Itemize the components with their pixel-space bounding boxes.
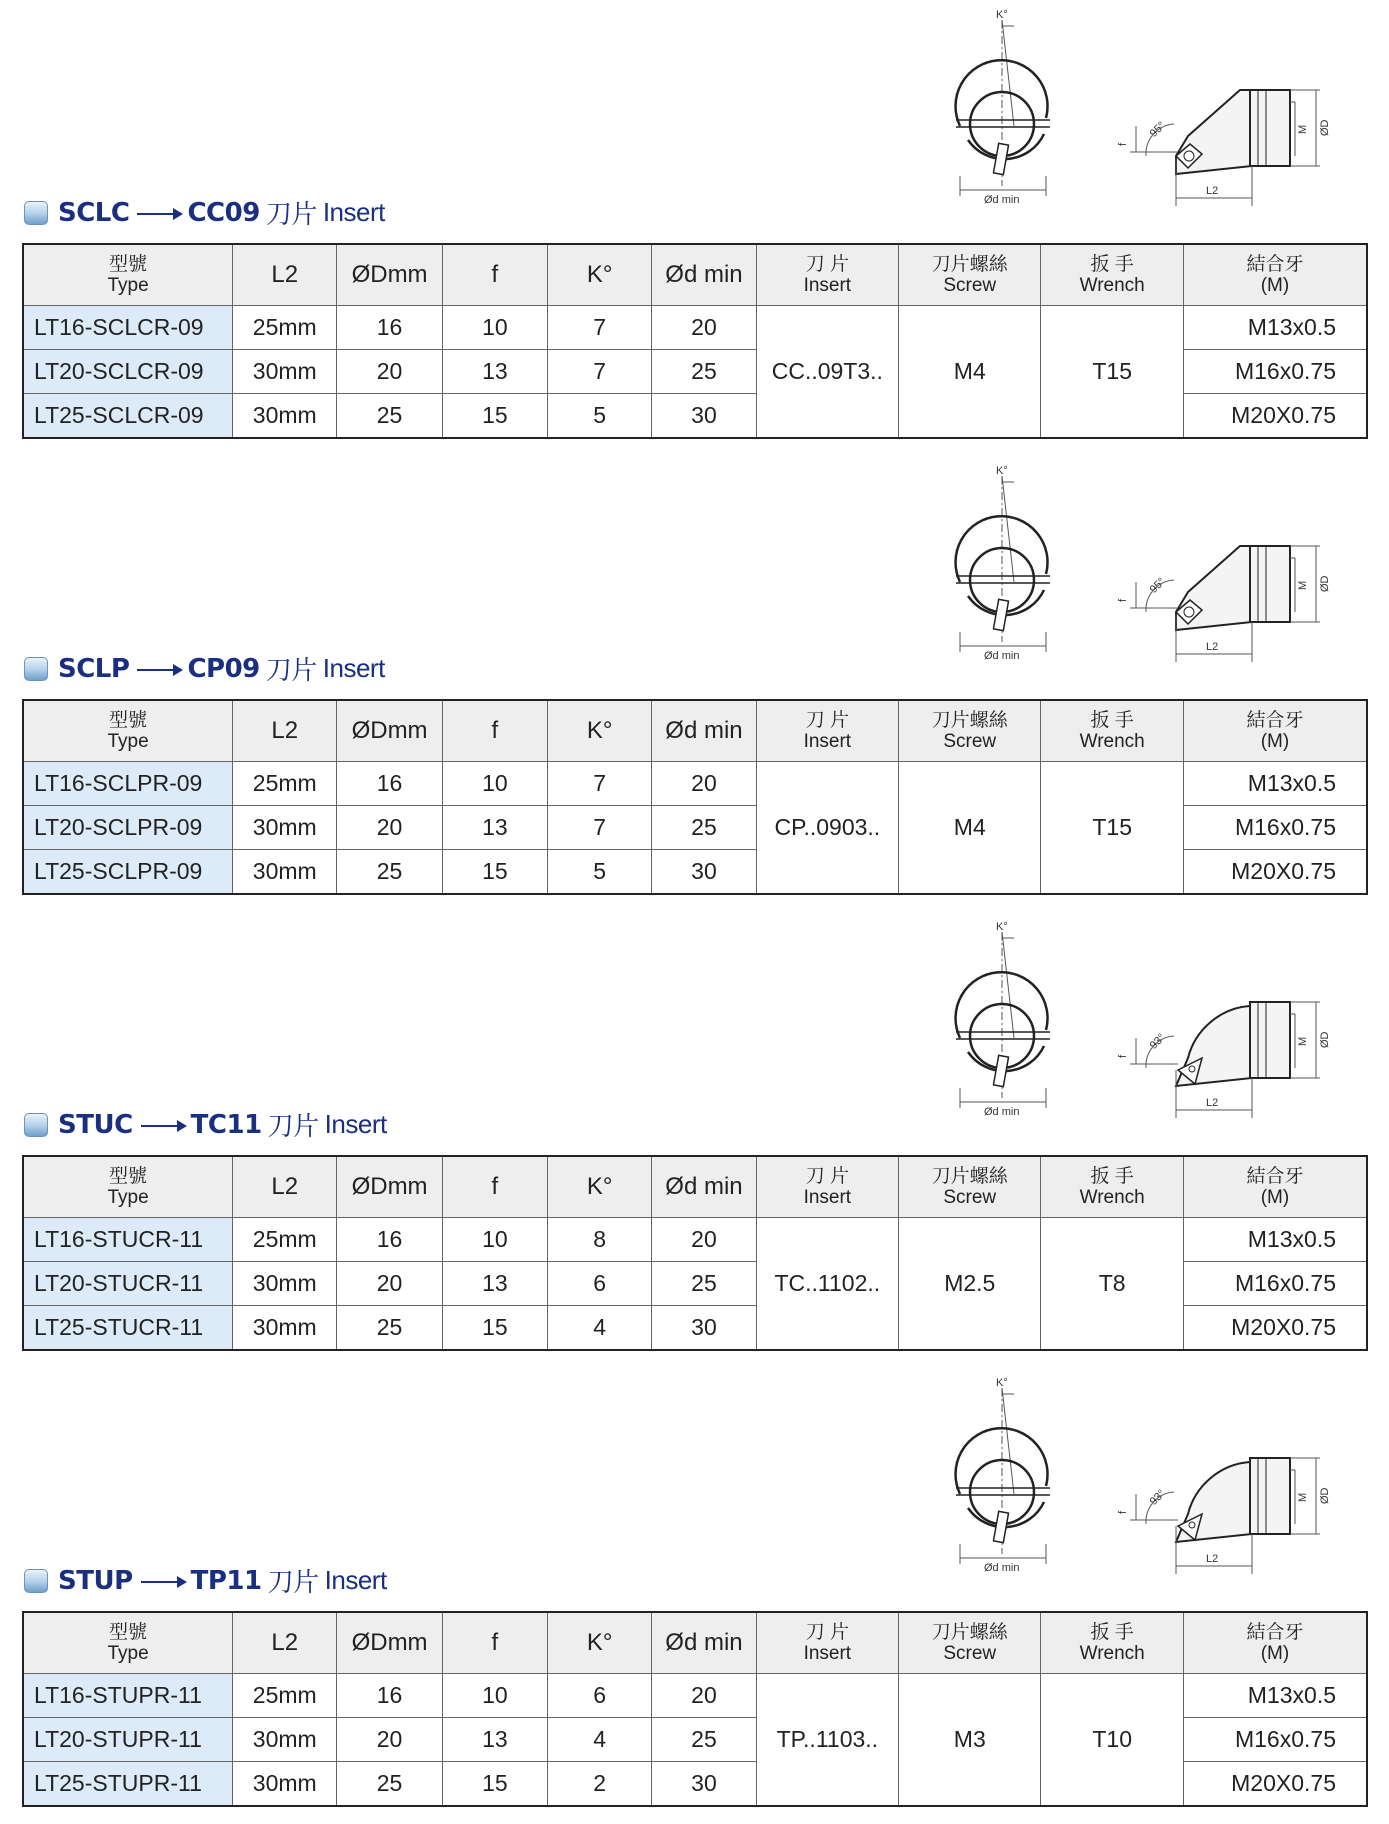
cell-type: LT16-SCLCR-09 [23,306,233,350]
header-insert-cn: 刀 片 [805,1166,849,1187]
table-row [23,762,1367,806]
cell-dmm: 20 [337,350,442,394]
cell-dmin: 20 [652,762,756,806]
header-screw-cn: 刀片螺絲 [931,1622,1008,1643]
header-type-cn: 型號 [109,1622,148,1643]
header-row [23,1156,1367,1218]
cell-screw: M2.5 [899,1218,1041,1351]
header-type [23,1612,233,1674]
header-insert-en: Insert [803,275,852,296]
cell-dmin: 30 [652,1762,756,1807]
cell-screw: M4 [899,306,1041,439]
cell-f: 15 [442,394,547,439]
header-insert [756,1612,898,1674]
cell-wrench: T15 [1041,306,1183,439]
cell-k: 7 [548,806,652,850]
insert-label-cn: 刀片 [267,1568,319,1598]
cell-thread: M20X0.75 [1183,394,1367,439]
spec-table [22,699,1368,895]
header-dmin: Ød min [652,1612,756,1674]
product-section [0,456,1389,912]
label-od: ØD [1319,575,1331,592]
cell-dmin: 25 [652,350,756,394]
cell-type: LT20-SCLPR-09 [23,806,233,850]
cell-k: 7 [548,350,652,394]
tool-drawing [940,462,1360,667]
section-heading [24,650,385,687]
header-type-cn: 型號 [109,1166,148,1187]
cell-wrench: T15 [1041,762,1183,895]
label-dmin: Ød min [984,194,1020,206]
cell-insert: TC..1102.. [756,1218,898,1351]
cell-k: 7 [548,306,652,350]
header-type-en: Type [107,275,149,296]
header-thread [1183,1156,1367,1218]
cell-insert: CC..09T3.. [756,306,898,439]
insert-label-cn: 刀片 [265,656,317,686]
cell-k: 5 [548,394,652,439]
spec-table [22,243,1368,439]
cell-insert: CP..0903.. [756,762,898,895]
header-insert-cn: 刀 片 [805,710,849,731]
header-type-cn: 型號 [109,254,148,275]
cell-f: 15 [442,1306,547,1351]
insert-label-en: Insert [322,653,385,683]
header-l2: L2 [233,700,337,762]
header-thread-en: (M) [1260,1643,1290,1664]
header-type [23,244,233,306]
header-type-en: Type [107,1187,149,1208]
header-wrench [1041,244,1183,306]
header-screw [899,1612,1041,1674]
cell-dmin: 30 [652,850,756,895]
table-row [23,1218,1367,1262]
end-view-drawing [956,9,1050,206]
bullet-icon [24,201,48,225]
product-section [0,0,1389,456]
insert-code: TC11 [190,1109,262,1140]
header-thread-cn: 結合牙 [1246,1166,1304,1187]
arrow-right-icon [141,1581,185,1583]
header-dmm: ØDmm [337,700,442,762]
header-wrench-cn: 扳 手 [1090,1166,1134,1187]
cell-l2: 25mm [233,1218,337,1262]
cell-dmin: 25 [652,806,756,850]
label-f: f [1117,1054,1129,1058]
cell-f: 10 [442,306,547,350]
cell-thread: M16x0.75 [1183,1718,1367,1762]
label-l2: L2 [1206,185,1219,197]
header-wrench-cn: 扳 手 [1090,1622,1134,1643]
arrow-right-icon [137,213,181,215]
cell-thread: M16x0.75 [1183,1262,1367,1306]
cell-dmm: 16 [337,306,442,350]
header-screw-en: Screw [943,275,997,296]
tool-drawing [940,1374,1360,1579]
header-type-en: Type [107,1643,149,1664]
cell-dmin: 20 [652,306,756,350]
insert-label-en: Insert [322,197,385,227]
insert-label-cn: 刀片 [267,1112,319,1142]
label-angle: 95° [1147,119,1168,140]
header-f: f [442,1612,547,1674]
label-od: ØD [1319,119,1331,136]
cell-screw: M4 [899,762,1041,895]
header-insert-cn: 刀 片 [805,1622,849,1643]
product-section [0,1368,1389,1824]
label-m: M [1297,1492,1309,1502]
section-heading [24,1106,387,1143]
tool-drawing [940,918,1360,1123]
label-k: K° [996,465,1008,477]
header-thread-en: (M) [1260,1187,1290,1208]
cell-dmin: 20 [652,1674,756,1718]
header-type [23,1156,233,1218]
header-screw-en: Screw [943,1643,997,1664]
spec-table [22,1611,1368,1807]
header-wrench [1041,700,1183,762]
label-k: K° [996,9,1008,21]
label-l2: L2 [1206,1553,1219,1565]
cell-k: 6 [548,1262,652,1306]
bullet-icon [24,1113,48,1137]
header-wrench-en: Wrench [1079,1187,1145,1208]
header-f: f [442,700,547,762]
header-dmm: ØDmm [337,1612,442,1674]
header-screw-cn: 刀片螺絲 [931,254,1008,275]
cell-dmm: 20 [337,1262,442,1306]
cell-insert: TP..1103.. [756,1674,898,1807]
header-k: K° [548,1156,652,1218]
header-insert-en: Insert [803,1643,852,1664]
spec-table [22,1155,1368,1351]
insert-code: CC09 [187,197,260,228]
header-dmin: Ød min [652,700,756,762]
header-type [23,700,233,762]
header-dmm: ØDmm [337,1156,442,1218]
header-screw-cn: 刀片螺絲 [931,1166,1008,1187]
header-thread [1183,1612,1367,1674]
cell-type: LT25-SCLCR-09 [23,394,233,439]
cell-thread: M13x0.5 [1183,1218,1367,1262]
header-screw-cn: 刀片螺絲 [931,710,1008,731]
insert-label-en: Insert [324,1109,387,1139]
cell-f: 13 [442,1718,547,1762]
cell-k: 6 [548,1674,652,1718]
cell-thread: M20X0.75 [1183,850,1367,895]
header-k: K° [548,1612,652,1674]
cell-thread: M20X0.75 [1183,1306,1367,1351]
cell-f: 10 [442,762,547,806]
header-screw [899,244,1041,306]
label-l2: L2 [1206,1097,1219,1109]
cell-l2: 30mm [233,350,337,394]
cell-dmm: 20 [337,806,442,850]
header-thread-en: (M) [1260,275,1290,296]
label-l2: L2 [1206,641,1219,653]
cell-type: LT20-SCLCR-09 [23,350,233,394]
cell-f: 10 [442,1674,547,1718]
cell-dmin: 25 [652,1718,756,1762]
cell-k: 5 [548,850,652,895]
header-type-cn: 型號 [109,710,148,731]
cell-dmm: 16 [337,1674,442,1718]
cell-l2: 30mm [233,806,337,850]
tool-drawing [940,6,1360,211]
header-wrench [1041,1156,1183,1218]
cell-dmm: 25 [337,394,442,439]
cell-l2: 25mm [233,306,337,350]
holder-code: SCLP [58,653,130,684]
header-thread-cn: 結合牙 [1246,710,1304,731]
label-angle: 93° [1147,1031,1168,1052]
label-f: f [1117,1510,1129,1514]
label-od: ØD [1319,1487,1331,1504]
cell-type: LT20-STUPR-11 [23,1718,233,1762]
header-row [23,244,1367,306]
cell-dmin: 30 [652,394,756,439]
cell-type: LT16-SCLPR-09 [23,762,233,806]
header-dmin: Ød min [652,1156,756,1218]
end-view-drawing [956,465,1050,662]
label-k: K° [996,1377,1008,1389]
header-row [23,1612,1367,1674]
label-f: f [1117,142,1129,146]
table-row [23,306,1367,350]
header-insert [756,244,898,306]
insert-label-cn: 刀片 [265,200,317,230]
label-angle: 93° [1147,1487,1168,1508]
cell-l2: 30mm [233,394,337,439]
cell-thread: M20X0.75 [1183,1762,1367,1807]
header-screw-en: Screw [943,1187,997,1208]
cell-type: LT25-SCLPR-09 [23,850,233,895]
end-view-drawing [956,921,1050,1118]
cell-type: LT20-STUCR-11 [23,1262,233,1306]
side-view-drawing [1117,1002,1331,1118]
cell-dmm: 25 [337,850,442,895]
header-dmin: Ød min [652,244,756,306]
header-thread [1183,700,1367,762]
label-f: f [1117,598,1129,602]
cell-f: 10 [442,1218,547,1262]
cell-dmm: 16 [337,762,442,806]
side-view-drawing [1117,1458,1331,1574]
cell-type: LT16-STUPR-11 [23,1674,233,1718]
bullet-icon [24,657,48,681]
cell-thread: M16x0.75 [1183,806,1367,850]
cell-f: 13 [442,1262,547,1306]
cell-dmm: 25 [337,1762,442,1807]
header-wrench-en: Wrench [1079,275,1145,296]
cell-f: 13 [442,350,547,394]
header-row [23,700,1367,762]
header-wrench-cn: 扳 手 [1090,254,1134,275]
header-k: K° [548,700,652,762]
section-heading [24,1562,387,1599]
cell-wrench: T8 [1041,1218,1183,1351]
product-section [0,912,1389,1368]
cell-dmin: 30 [652,1306,756,1351]
cell-thread: M13x0.5 [1183,762,1367,806]
cell-type: LT25-STUPR-11 [23,1762,233,1807]
cell-dmm: 20 [337,1718,442,1762]
header-l2: L2 [233,1156,337,1218]
label-od: ØD [1319,1031,1331,1048]
cell-dmin: 25 [652,1262,756,1306]
header-screw-en: Screw [943,731,997,752]
cell-l2: 30mm [233,1762,337,1807]
cell-type: LT25-STUCR-11 [23,1306,233,1351]
cell-dmin: 20 [652,1218,756,1262]
header-wrench-en: Wrench [1079,1643,1145,1664]
label-angle: 95° [1147,575,1168,596]
cell-wrench: T10 [1041,1674,1183,1807]
header-insert-en: Insert [803,731,852,752]
header-insert-cn: 刀 片 [805,254,849,275]
header-thread [1183,244,1367,306]
header-f: f [442,244,547,306]
cell-k: 4 [548,1718,652,1762]
header-l2: L2 [233,1612,337,1674]
cell-l2: 30mm [233,1306,337,1351]
cell-l2: 25mm [233,762,337,806]
header-screw [899,700,1041,762]
cell-dmm: 25 [337,1306,442,1351]
header-wrench [1041,1612,1183,1674]
cell-l2: 30mm [233,1718,337,1762]
holder-code: STUC [58,1109,133,1140]
holder-code: STUP [58,1565,133,1596]
header-insert [756,1156,898,1218]
label-dmin: Ød min [984,1106,1020,1118]
header-dmm: ØDmm [337,244,442,306]
cell-f: 13 [442,806,547,850]
header-thread-cn: 結合牙 [1246,1622,1304,1643]
cell-dmm: 16 [337,1218,442,1262]
header-l2: L2 [233,244,337,306]
section-heading [24,194,385,231]
cell-f: 15 [442,850,547,895]
cell-k: 7 [548,762,652,806]
arrow-right-icon [137,669,181,671]
header-type-en: Type [107,731,149,752]
cell-l2: 25mm [233,1674,337,1718]
label-m: M [1297,124,1309,134]
table-row [23,1674,1367,1718]
cell-thread: M16x0.75 [1183,350,1367,394]
side-view-drawing [1117,90,1331,206]
header-f: f [442,1156,547,1218]
header-k: K° [548,244,652,306]
header-screw [899,1156,1041,1218]
header-insert [756,700,898,762]
insert-code: TP11 [190,1565,262,1596]
header-wrench-en: Wrench [1079,731,1145,752]
end-view-drawing [956,1377,1050,1574]
cell-screw: M3 [899,1674,1041,1807]
cell-thread: M13x0.5 [1183,1674,1367,1718]
cell-l2: 30mm [233,1262,337,1306]
label-dmin: Ød min [984,650,1020,662]
label-k: K° [996,921,1008,933]
cell-thread: M13x0.5 [1183,306,1367,350]
arrow-right-icon [141,1125,185,1127]
label-m: M [1297,580,1309,590]
insert-code: CP09 [187,653,260,684]
holder-code: SCLC [58,197,130,228]
cell-l2: 30mm [233,850,337,895]
label-m: M [1297,1036,1309,1046]
cell-f: 15 [442,1762,547,1807]
header-insert-en: Insert [803,1187,852,1208]
insert-label-en: Insert [324,1565,387,1595]
cell-k: 2 [548,1762,652,1807]
cell-type: LT16-STUCR-11 [23,1218,233,1262]
side-view-drawing [1117,546,1331,662]
label-dmin: Ød min [984,1562,1020,1574]
header-thread-cn: 結合牙 [1246,254,1304,275]
cell-k: 4 [548,1306,652,1351]
bullet-icon [24,1569,48,1593]
header-thread-en: (M) [1260,731,1290,752]
header-wrench-cn: 扳 手 [1090,710,1134,731]
cell-k: 8 [548,1218,652,1262]
